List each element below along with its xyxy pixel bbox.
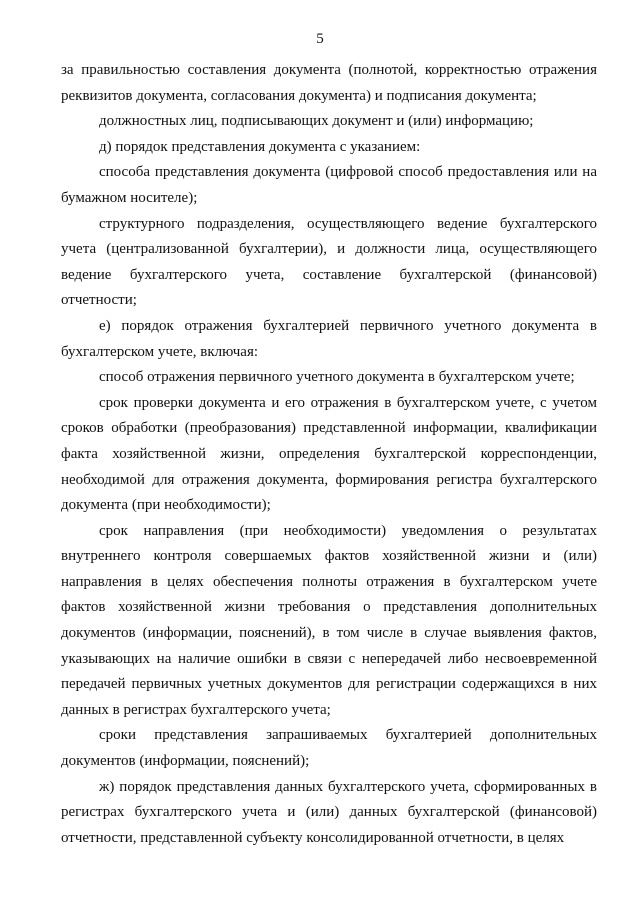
page-number: 5 xyxy=(316,31,324,47)
paragraph-submission-method: способа представления документа (цифровой способ предоставления или на бумажном носителе); xyxy=(61,164,597,206)
body-text xyxy=(61,58,597,851)
paragraph-item-e: е) порядок отражения бухгалтерией первичного учетного документа в бухгалтерском учете, включая: xyxy=(61,317,597,360)
paragraph-additional-documents-term: сроки представления запрашиваемых бухгалтерией дополнительных документов (информации, пояснений); xyxy=(61,727,597,770)
paragraph-structural-unit: структурного подразделения, осуществляющего ведение бухгалтерского учета (централизованной бухгалтерии), и должности лица, осуществляющего ведение бухгалтерского учета, составление бухгалтерской (финансовой) отчетности; xyxy=(61,215,597,309)
paragraph-notification-term: срок направления (при необходимости) уведомления о результатах внутреннего контроля совершаемых фактов хозяйственной жизни и (или) направления в целях обеспечения полноты отражения в бухгалтерском учете фактов хозяйственной жизни требования о представления дополнительных документов (информации, пояснений), в том числе в случае выявления фактов, указывающих на наличие ошибки в связи с непередачей либо несвоевременной передачей первичных учетных документов для регистрации содержащихся в них данных в регистрах бухгалтерского учета; xyxy=(61,522,597,718)
paragraph-verification-term: срок проверки документа и его отражения в бухгалтерском учете, с учетом сроков обработки (преобразования) представленной информации, квалификации факта хозяйственной жизни, определения бухгалтерской корреспонденции, необходимой для отражения документа, формирования регистра бухгалтерского документа (при необходимости); xyxy=(61,394,597,514)
paragraph-item-d: д) порядок представления документа с указанием: xyxy=(99,138,421,155)
paragraph-reflection-method: способ отражения первичного учетного документа в бухгалтерском учете; xyxy=(99,369,575,386)
paragraph-item-zh: ж) порядок представления данных бухгалтерского учета, сформированных в регистрах бухгалтерского учета и (или) данных бухгалтерской (финансовой) отчетности, представленной субъекту консолидированной отчетности, в целях xyxy=(61,778,597,846)
paragraph-signing-officials: должностных лиц, подписывающих документ и (или) информацию; xyxy=(99,113,534,130)
paragraph-continuation: за правильностью составления документа (полнотой, корректностью отражения реквизитов документа, согласования документа) и подписания документа; xyxy=(61,62,597,104)
